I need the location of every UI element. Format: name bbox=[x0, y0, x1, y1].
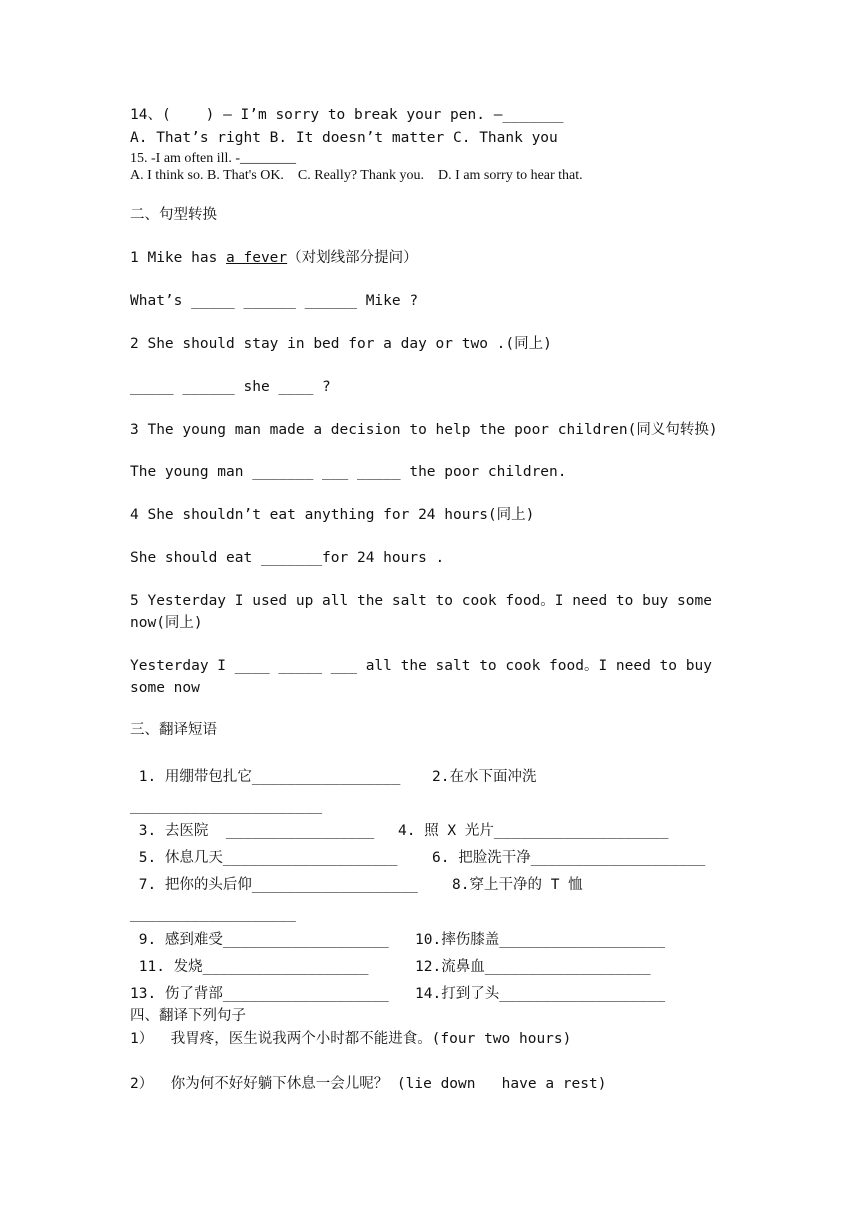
transform-q1-suffix: （对划线部分提问） bbox=[287, 250, 418, 266]
question-15-options: A. I think so. B. That's OK. C. Really? Thank you. D. I am sorry to hear that. bbox=[130, 168, 583, 183]
translate-sentence-2: 2） 你为何不好好躺下休息一会儿呢？ (lie down have a rest) bbox=[130, 1076, 607, 1092]
question-14-options: A. That’s right B. It doesn’t matter C. Thank you bbox=[130, 130, 558, 146]
section-4-heading: 四、翻译下列句子 bbox=[130, 1008, 246, 1024]
phrase-6: 6. 把脸洗干净____________________ bbox=[432, 850, 706, 866]
phrase-7: 7. 把你的头后仰___________________ bbox=[130, 877, 418, 893]
transform-q1-prefix: 1 Mike has bbox=[130, 250, 227, 266]
question-15-stem: 15. -I am often ill. -________ bbox=[130, 151, 297, 166]
phrase-10: 10.摔伤膝盖___________________ bbox=[415, 932, 666, 948]
phrase-1: 1. 用绷带包扎它_________________ bbox=[130, 769, 401, 785]
transform-q3-answer: The young man _______ ___ _____ the poor children. bbox=[130, 464, 567, 480]
translate-sentence-1: 1） 我胃疼，医生说我两个小时都不能进食。(four two hours) bbox=[130, 1031, 572, 1047]
section-2-heading: 二、句型转换 bbox=[130, 207, 217, 223]
phrase-14: 14.打到了头___________________ bbox=[415, 986, 666, 1002]
transform-q4-answer: She should eat _______for 24 hours . bbox=[130, 550, 445, 566]
phrase-11: 11. 发烧___________________ bbox=[130, 959, 369, 975]
section-3-heading: 三、翻译短语 bbox=[130, 722, 217, 738]
phrase-8-blank: ___________________ bbox=[130, 906, 296, 922]
phrase-4: 4. 照 X 光片____________________ bbox=[398, 823, 669, 839]
transform-q2: 2 She should stay in bed for a day or two .(同上) bbox=[130, 336, 552, 352]
question-14-stem: 14、( ) — I’m sorry to break your pen. —_______ bbox=[130, 107, 564, 123]
transform-q3: 3 The young man made a decision to help the poor children(同义句转换) bbox=[130, 422, 718, 438]
transform-q5: 5 Yesterday I used up all the salt to cook food。I need to buy some now(同上) bbox=[130, 593, 712, 631]
phrase-9: 9. 感到难受___________________ bbox=[130, 932, 389, 948]
phrase-2: 2.在水下面冲洗 bbox=[432, 769, 537, 785]
transform-q1 bbox=[130, 248, 418, 268]
phrase-5: 5. 休息几天____________________ bbox=[130, 850, 398, 866]
transform-q4: 4 She shouldn’t eat anything for 24 hours(同上) bbox=[130, 507, 535, 523]
phrase-3: 3. 去医院 _________________ bbox=[130, 823, 375, 839]
transform-q2-answer: _____ ______ she ____ ? bbox=[130, 379, 331, 395]
phrase-8: 8.穿上干净的 T 恤 bbox=[452, 877, 583, 893]
phrase-12: 12.流鼻血___________________ bbox=[415, 959, 651, 975]
transform-q1-underlined: a fever bbox=[226, 250, 288, 266]
phrase-2-blank: ______________________ bbox=[130, 798, 323, 814]
phrase-13: 13. 伤了背部___________________ bbox=[130, 986, 389, 1002]
transform-q1-answer: What’s _____ ______ ______ Mike ? bbox=[130, 293, 419, 309]
transform-q5-answer: Yesterday I ____ _____ ___ all the salt to cook food。I need to buy some now bbox=[130, 658, 712, 696]
